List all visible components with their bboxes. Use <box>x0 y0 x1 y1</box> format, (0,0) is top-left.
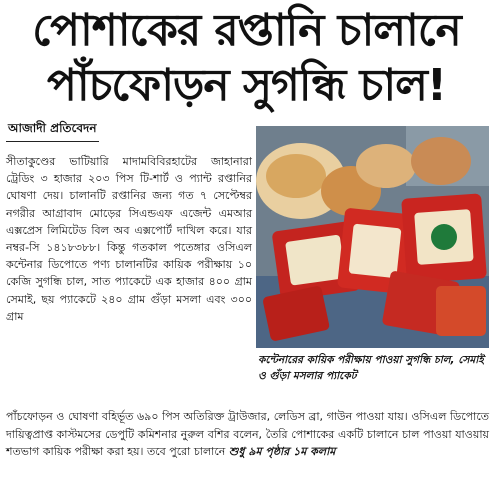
photo-caption: কন্টেনারের কায়িক পরীক্ষায় পাওয়া সুগন্ধি চাল, সেমাই ও গুঁড়া মসলার প্যাকেট <box>258 354 484 382</box>
headline-line-2: পাঁচফোড়ন সুগন্ধি চাল! <box>47 60 446 111</box>
photo-block <box>256 126 489 399</box>
article-body-continued-text: পাঁচফোড়ন ও ঘোষণা বহির্ভূত ৬৯০ পিস অতিরিক্ত ট্রাউজার, লেডিস ব্রা, গাউন পাওয়া যায়। ওসিএল ডিপোতে দায়িত্বপ্রাপ্ত কাস্টমসের ডেপুটি কমিশনার নুরুল বশির বলেন, তৈরি পোশাকের একটি চালানে চাল পাওয়া যাওয়ায় শতভাগ কায়িক পরীক্ষা করা হয়। তবে পুরো চালানে <box>6 410 489 458</box>
headline-line-1: পোশাকের রপ্তানি চালানে <box>32 5 461 56</box>
news-photo <box>256 126 489 348</box>
photo-illustration <box>256 126 489 348</box>
byline: আজাদী প্রতিবেদন <box>6 120 99 142</box>
headline <box>0 4 493 114</box>
article-body: সীতাকুণ্ডের ভাটিয়ারি মাদামবিবিরহাটের জাহানারা ট্রেডিং ৩ হাজার ২০৩ পিস টি-শার্ট ও প্যান্ট রপ্তানির ঘোষণা দেয়। চালানটি রপ্তানির জন্য গত ৭ সেপ্টেম্বর নগরীর আগ্রাবাদ মোড়ের সিএন্ডএফ এজেন্ট এমআর এক্সপ্রেস লিমিটেড বিল অব এক্সপোর্ট দাখিল করে। যার নম্বর-সি ১৪১৮৩৮৮। কিন্তু গতকাল পতেঙ্গার ওসিএল কন্টেনার ডিপোতে পণ্য চালানটির কায়িক পরীক্ষায় ১০ কেজি সুগন্ধি চাল, সাত প্যাকেটে এক হাজার ৪০০ গ্রাম সেমাই, ছয় প্যাকেটে ২৪০ গ্রাম গুঁড়া মসলা এবং ৩০০ গ্রাম <box>6 155 252 323</box>
article-body-continued <box>6 408 489 461</box>
continuation-note: শুধু ৯ম পৃষ্ঠার ১ম কলাম <box>228 445 336 458</box>
